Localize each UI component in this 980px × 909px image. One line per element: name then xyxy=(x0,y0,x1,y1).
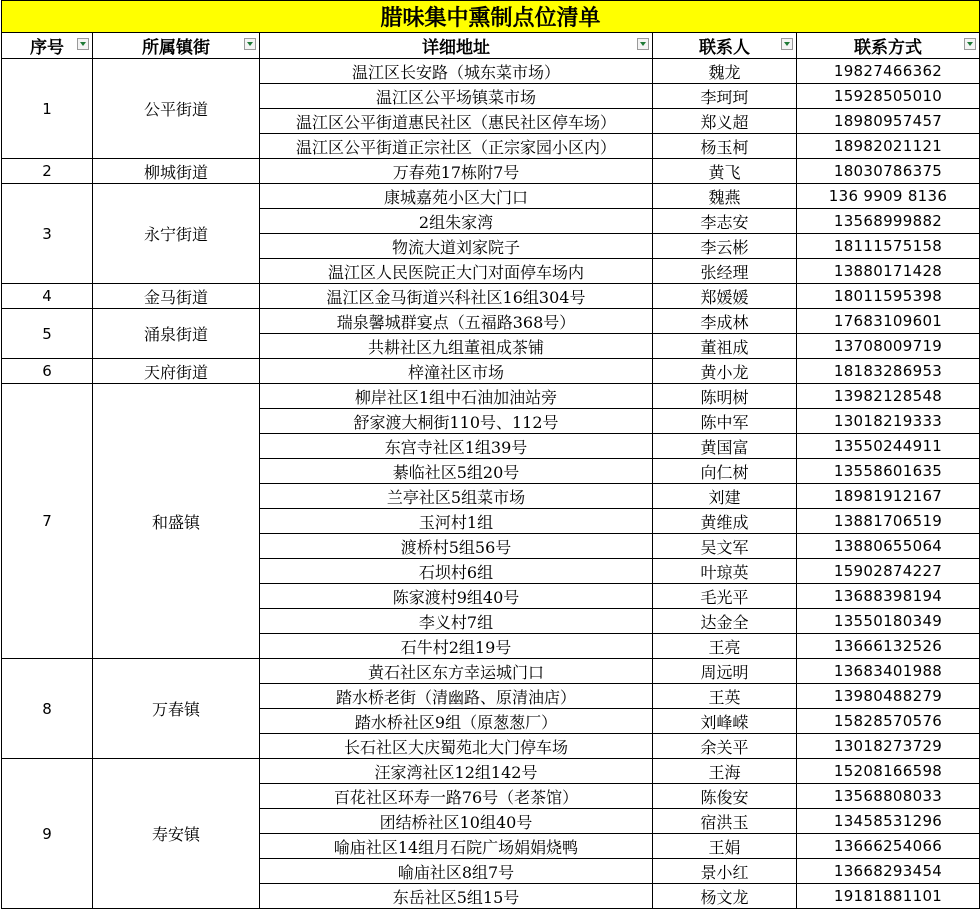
phone-cell[interactable]: 13666254066 xyxy=(797,834,980,859)
address-cell[interactable]: 陈家渡村9组40号 xyxy=(260,584,653,609)
phone-cell[interactable]: 18030786375 xyxy=(797,159,980,184)
address-cell[interactable]: 温江区金马街道兴科社区16组304号 xyxy=(260,284,653,309)
address-cell[interactable]: 共耕社区九组董祖成茶铺 xyxy=(260,334,653,359)
address-cell[interactable]: 康城嘉苑小区大门口 xyxy=(260,184,653,209)
contact-cell[interactable]: 黄维成 xyxy=(653,509,797,534)
table-row xyxy=(2,659,980,684)
contact-cell[interactable]: 杨玉柯 xyxy=(653,134,797,159)
contact-cell[interactable]: 余关平 xyxy=(653,734,797,759)
header-seq xyxy=(2,33,93,59)
phone-cell[interactable]: 13018219333 xyxy=(797,409,980,434)
seq-cell[interactable]: 5 xyxy=(2,309,93,359)
table-row xyxy=(2,159,980,184)
sheet-title: 腊味集中熏制点位清单 xyxy=(2,1,980,33)
contact-cell[interactable]: 黄国富 xyxy=(653,434,797,459)
phone-cell[interactable]: 13708009719 xyxy=(797,334,980,359)
contact-cell[interactable]: 魏燕 xyxy=(653,184,797,209)
street-cell[interactable]: 永宁街道 xyxy=(93,184,260,284)
contact-cell[interactable]: 杨文龙 xyxy=(653,884,797,909)
phone-cell[interactable]: 19181881101 xyxy=(797,884,980,909)
address-cell[interactable]: 踏水桥社区9组（原葱葱厂） xyxy=(260,709,653,734)
seq-cell[interactable]: 7 xyxy=(2,384,93,659)
contact-cell[interactable]: 周远明 xyxy=(653,659,797,684)
title-row xyxy=(2,1,980,33)
phone-cell[interactable]: 18011595398 xyxy=(797,284,980,309)
phone-cell[interactable]: 15208166598 xyxy=(797,759,980,784)
header-contact-label: 联系人 xyxy=(699,38,750,58)
header-seq-label: 序号 xyxy=(30,38,64,58)
phone-cell[interactable]: 13880171428 xyxy=(797,259,980,284)
table-row xyxy=(2,59,980,84)
contact-cell[interactable]: 郑媛媛 xyxy=(653,284,797,309)
address-cell[interactable]: 温江区公平街道正宗社区（正宗家园小区内） xyxy=(260,134,653,159)
seq-cell[interactable]: 4 xyxy=(2,284,93,309)
contact-cell[interactable]: 陈中军 xyxy=(653,409,797,434)
table-row xyxy=(2,284,980,309)
address-cell[interactable]: 团结桥社区10组40号 xyxy=(260,809,653,834)
address-cell[interactable]: 长石社区大庆蜀苑北大门停车场 xyxy=(260,734,653,759)
contact-cell[interactable]: 刘峰嵘 xyxy=(653,709,797,734)
address-cell[interactable]: 喻庙社区14组月石院广场娟娟烧鸭 xyxy=(260,834,653,859)
phone-cell[interactable]: 13458531296 xyxy=(797,809,980,834)
phone-cell[interactable]: 18980957457 xyxy=(797,109,980,134)
phone-cell[interactable]: 13550244911 xyxy=(797,434,980,459)
phone-cell[interactable]: 13568999882 xyxy=(797,209,980,234)
contact-cell[interactable]: 向仁树 xyxy=(653,459,797,484)
contact-cell[interactable]: 王亮 xyxy=(653,634,797,659)
table-row xyxy=(2,384,980,409)
contact-cell[interactable]: 黄飞 xyxy=(653,159,797,184)
contact-cell[interactable]: 陈俊安 xyxy=(653,784,797,809)
contact-cell[interactable]: 王娟 xyxy=(653,834,797,859)
table-row xyxy=(2,359,980,384)
contact-cell[interactable]: 吴文军 xyxy=(653,534,797,559)
table-body xyxy=(2,59,980,909)
street-cell[interactable]: 柳城街道 xyxy=(93,159,260,184)
address-cell[interactable]: 物流大道刘家院子 xyxy=(260,234,653,259)
address-cell[interactable]: 百花社区环寿一路76号（老茶馆） xyxy=(260,784,653,809)
address-cell[interactable]: 黄石社区东方幸运城门口 xyxy=(260,659,653,684)
seq-cell[interactable]: 8 xyxy=(2,659,93,759)
address-cell[interactable]: 温江区公平街道惠民社区（惠民社区停车场） xyxy=(260,109,653,134)
seq-cell[interactable]: 1 xyxy=(2,59,93,159)
contact-cell[interactable]: 李云彬 xyxy=(653,234,797,259)
address-cell[interactable]: 踏水桥老街（清幽路、原清油店） xyxy=(260,684,653,709)
street-cell[interactable]: 寿安镇 xyxy=(93,759,260,909)
phone-cell[interactable]: 18981912167 xyxy=(797,484,980,509)
address-cell[interactable]: 綦临社区5组20号 xyxy=(260,459,653,484)
smoking-sites-table xyxy=(1,0,980,909)
header-phone-label: 联系方式 xyxy=(854,38,922,58)
filter-dropdown-icon[interactable] xyxy=(964,38,976,50)
phone-cell[interactable]: 13550180349 xyxy=(797,609,980,634)
phone-cell[interactable]: 13668293454 xyxy=(797,859,980,884)
contact-cell[interactable]: 宿洪玉 xyxy=(653,809,797,834)
filter-dropdown-icon[interactable] xyxy=(781,38,793,50)
address-cell[interactable]: 喻庙社区8组7号 xyxy=(260,859,653,884)
phone-cell[interactable]: 13880655064 xyxy=(797,534,980,559)
address-cell[interactable]: 东岳社区5组15号 xyxy=(260,884,653,909)
phone-cell[interactable]: 13881706519 xyxy=(797,509,980,534)
contact-cell[interactable]: 李珂珂 xyxy=(653,84,797,109)
address-cell[interactable]: 东宫寺社区1组39号 xyxy=(260,434,653,459)
street-cell[interactable]: 天府街道 xyxy=(93,359,260,384)
header-contact xyxy=(653,33,797,59)
contact-cell[interactable]: 张经理 xyxy=(653,259,797,284)
phone-cell[interactable]: 18183286953 xyxy=(797,359,980,384)
street-cell[interactable]: 万春镇 xyxy=(93,659,260,759)
address-cell[interactable]: 玉河村1组 xyxy=(260,509,653,534)
phone-cell[interactable]: 13568808033 xyxy=(797,784,980,809)
street-cell[interactable]: 涌泉街道 xyxy=(93,309,260,359)
address-cell[interactable]: 2组朱家湾 xyxy=(260,209,653,234)
address-cell[interactable]: 柳岸社区1组中石油加油站旁 xyxy=(260,384,653,409)
street-cell[interactable]: 和盛镇 xyxy=(93,384,260,659)
contact-cell[interactable]: 郑义超 xyxy=(653,109,797,134)
header-street-label: 所属镇街 xyxy=(142,38,210,58)
contact-cell[interactable]: 达金全 xyxy=(653,609,797,634)
street-cell[interactable]: 公平街道 xyxy=(93,59,260,159)
header-address-label: 详细地址 xyxy=(422,38,490,58)
address-cell[interactable]: 李义村7组 xyxy=(260,609,653,634)
phone-cell[interactable]: 13018273729 xyxy=(797,734,980,759)
phone-cell[interactable]: 17683109601 xyxy=(797,309,980,334)
contact-cell[interactable]: 李志安 xyxy=(653,209,797,234)
header-phone xyxy=(797,33,980,59)
address-cell[interactable]: 梓潼社区市场 xyxy=(260,359,653,384)
address-cell[interactable]: 石牛村2组19号 xyxy=(260,634,653,659)
seq-cell[interactable]: 2 xyxy=(2,159,93,184)
address-cell[interactable]: 石坝村6组 xyxy=(260,559,653,584)
contact-cell[interactable]: 毛光平 xyxy=(653,584,797,609)
phone-cell[interactable]: 13982128548 xyxy=(797,384,980,409)
address-cell[interactable]: 瑞泉馨城群宴点（五福路368号） xyxy=(260,309,653,334)
phone-cell[interactable]: 18982021121 xyxy=(797,134,980,159)
contact-cell[interactable]: 董祖成 xyxy=(653,334,797,359)
seq-cell[interactable]: 6 xyxy=(2,359,93,384)
contact-cell[interactable]: 刘建 xyxy=(653,484,797,509)
address-cell[interactable]: 温江区人民医院正大门对面停车场内 xyxy=(260,259,653,284)
address-cell[interactable]: 舒家渡大桐街110号、112号 xyxy=(260,409,653,434)
phone-cell[interactable]: 15828570576 xyxy=(797,709,980,734)
contact-cell[interactable]: 景小红 xyxy=(653,859,797,884)
header-row xyxy=(2,33,980,59)
contact-cell[interactable]: 陈明树 xyxy=(653,384,797,409)
address-cell[interactable]: 兰亭社区5组菜市场 xyxy=(260,484,653,509)
address-cell[interactable]: 渡桥村5组56号 xyxy=(260,534,653,559)
contact-cell[interactable]: 王海 xyxy=(653,759,797,784)
phone-cell[interactable]: 13683401988 xyxy=(797,659,980,684)
phone-cell[interactable]: 13558601635 xyxy=(797,459,980,484)
contact-cell[interactable]: 黄小龙 xyxy=(653,359,797,384)
address-cell[interactable]: 汪家湾社区12组142号 xyxy=(260,759,653,784)
contact-cell[interactable]: 李成林 xyxy=(653,309,797,334)
table-row xyxy=(2,759,980,784)
header-street xyxy=(93,33,260,59)
address-cell[interactable]: 温江区长安路（城东菜市场） xyxy=(260,59,653,84)
phone-cell[interactable]: 18111575158 xyxy=(797,234,980,259)
phone-cell[interactable]: 13980488279 xyxy=(797,684,980,709)
table-row xyxy=(2,309,980,334)
seq-cell[interactable]: 9 xyxy=(2,759,93,909)
seq-cell[interactable]: 3 xyxy=(2,184,93,284)
filter-dropdown-icon[interactable] xyxy=(637,38,649,50)
phone-cell[interactable]: 19827466362 xyxy=(797,59,980,84)
phone-cell[interactable]: 136 9909 8136 xyxy=(797,184,980,209)
address-cell[interactable]: 温江区公平场镇菜市场 xyxy=(260,84,653,109)
filter-dropdown-icon[interactable] xyxy=(244,38,256,50)
filter-dropdown-icon[interactable] xyxy=(77,38,89,50)
contact-cell[interactable]: 叶琼英 xyxy=(653,559,797,584)
phone-cell[interactable]: 13666132526 xyxy=(797,634,980,659)
contact-cell[interactable]: 魏龙 xyxy=(653,59,797,84)
street-cell[interactable]: 金马街道 xyxy=(93,284,260,309)
header-address xyxy=(260,33,653,59)
phone-cell[interactable]: 13688398194 xyxy=(797,584,980,609)
phone-cell[interactable]: 15902874227 xyxy=(797,559,980,584)
address-cell[interactable]: 万春苑17栋附7号 xyxy=(260,159,653,184)
table-row xyxy=(2,184,980,209)
contact-cell[interactable]: 王英 xyxy=(653,684,797,709)
phone-cell[interactable]: 15928505010 xyxy=(797,84,980,109)
